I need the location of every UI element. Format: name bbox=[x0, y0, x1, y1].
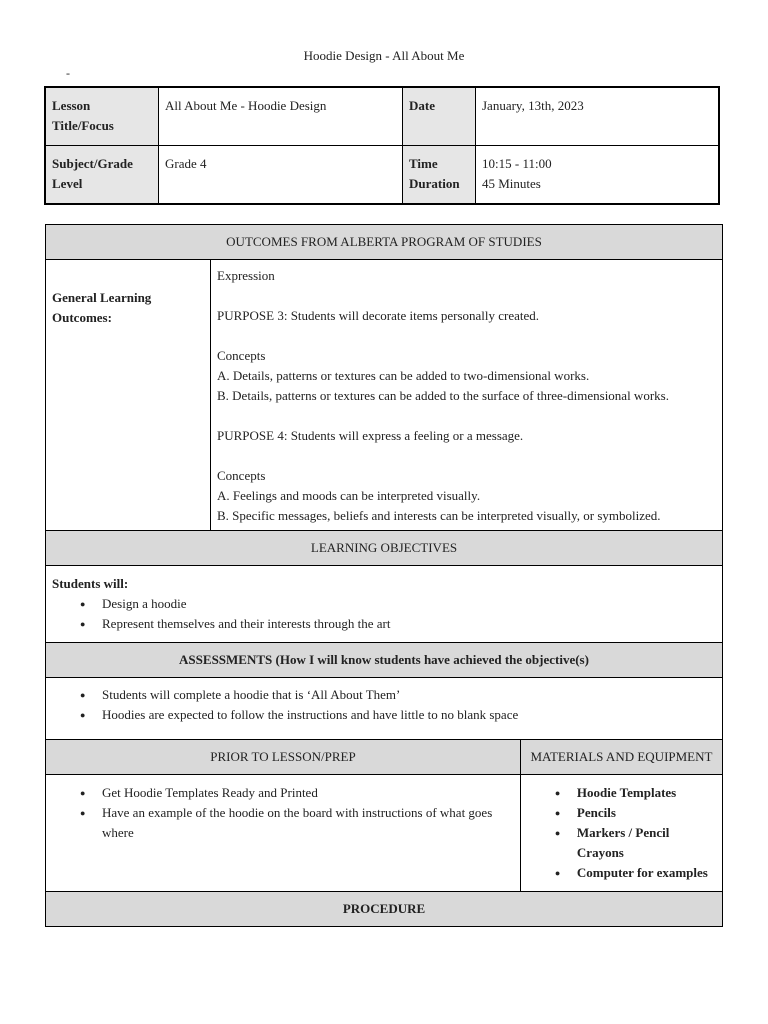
list-item: ● Get Hoodie Templates Ready and Printed bbox=[102, 783, 514, 803]
dash-mark: - bbox=[66, 66, 70, 80]
assessments-list bbox=[52, 685, 716, 725]
list-item: ● Markers / Pencil Crayons bbox=[577, 823, 716, 863]
lesson-title-label: Lesson Title/Focus bbox=[45, 87, 159, 146]
outcome-line: PURPOSE 3: Students will decorate items personally created. bbox=[217, 308, 540, 323]
assessments-heading: ASSESSMENTS (How I will know students have achieved the objective(s) bbox=[46, 643, 723, 678]
outcome-line: B. Specific messages, beliefs and interests can be interpreted visually, or symbolized. bbox=[217, 508, 661, 523]
materials-list bbox=[527, 783, 716, 883]
subject-grade-value: Grade 4 bbox=[159, 146, 403, 205]
list-item: ● Represent themselves and their interests through the art bbox=[102, 614, 716, 634]
materials-heading: MATERIALS AND EQUIPMENT bbox=[520, 740, 722, 775]
outcome-line: A. Details, patterns or textures can be added to two-dimensional works. bbox=[217, 368, 590, 383]
objectives-list bbox=[52, 594, 716, 634]
objectives-heading: LEARNING OBJECTIVES bbox=[46, 531, 723, 566]
objectives-content bbox=[46, 566, 723, 643]
list-item: ● Students will complete a hoodie that is ‘All About Them’ bbox=[102, 685, 716, 705]
objectives-intro: Students will: bbox=[52, 576, 129, 591]
outcome-line: Concepts bbox=[217, 468, 266, 483]
lesson-title-value: All About Me - Hoodie Design bbox=[159, 87, 403, 146]
outcome-line: PURPOSE 4: Students will express a feeling or a message. bbox=[217, 428, 524, 443]
time-range: 10:15 - 11:00 bbox=[482, 156, 552, 171]
outcome-line: Expression bbox=[217, 268, 275, 283]
list-item: ● Hoodies are expected to follow the instructions and have little to no blank space bbox=[102, 705, 716, 725]
outcome-line: B. Details, patterns or textures can be added to the surface of three-dimensional works. bbox=[217, 388, 669, 403]
outcomes-content bbox=[211, 260, 723, 531]
table-row bbox=[45, 87, 719, 146]
outcome-line: A. Feelings and moods can be interpreted visually. bbox=[217, 488, 481, 503]
outcomes-heading: OUTCOMES FROM ALBERTA PROGRAM OF STUDIES bbox=[46, 225, 723, 260]
time-duration-value bbox=[476, 146, 720, 205]
table-row bbox=[45, 146, 719, 205]
materials-content bbox=[520, 775, 722, 892]
list-item: ● Computer for examples bbox=[577, 863, 716, 883]
duration: 45 Minutes bbox=[482, 176, 541, 191]
date-label: Date bbox=[403, 87, 476, 146]
document-title: Hoodie Design - All About Me bbox=[303, 48, 465, 63]
list-item: ● Pencils bbox=[577, 803, 716, 823]
date-value: January, 13th, 2023 bbox=[476, 87, 720, 146]
list-item: ● Have an example of the hoodie on the board with instructions of what goes where bbox=[102, 803, 514, 843]
list-item: ● Hoodie Templates bbox=[577, 783, 716, 803]
prep-content bbox=[46, 775, 521, 892]
time-duration-label: Time Duration bbox=[403, 146, 476, 205]
outcome-line: Concepts bbox=[217, 348, 266, 363]
prep-list bbox=[52, 783, 514, 843]
assessments-content bbox=[46, 678, 723, 740]
list-item: ● Design a hoodie bbox=[102, 594, 716, 614]
subject-grade-label: Subject/Grade Level bbox=[45, 146, 159, 205]
lesson-plan-table bbox=[45, 224, 723, 927]
procedure-heading: PROCEDURE bbox=[46, 892, 723, 927]
lesson-info-table bbox=[44, 86, 720, 205]
prep-heading: PRIOR TO LESSON/PREP bbox=[46, 740, 521, 775]
general-outcomes-label: General Learning Outcomes: bbox=[46, 260, 211, 531]
